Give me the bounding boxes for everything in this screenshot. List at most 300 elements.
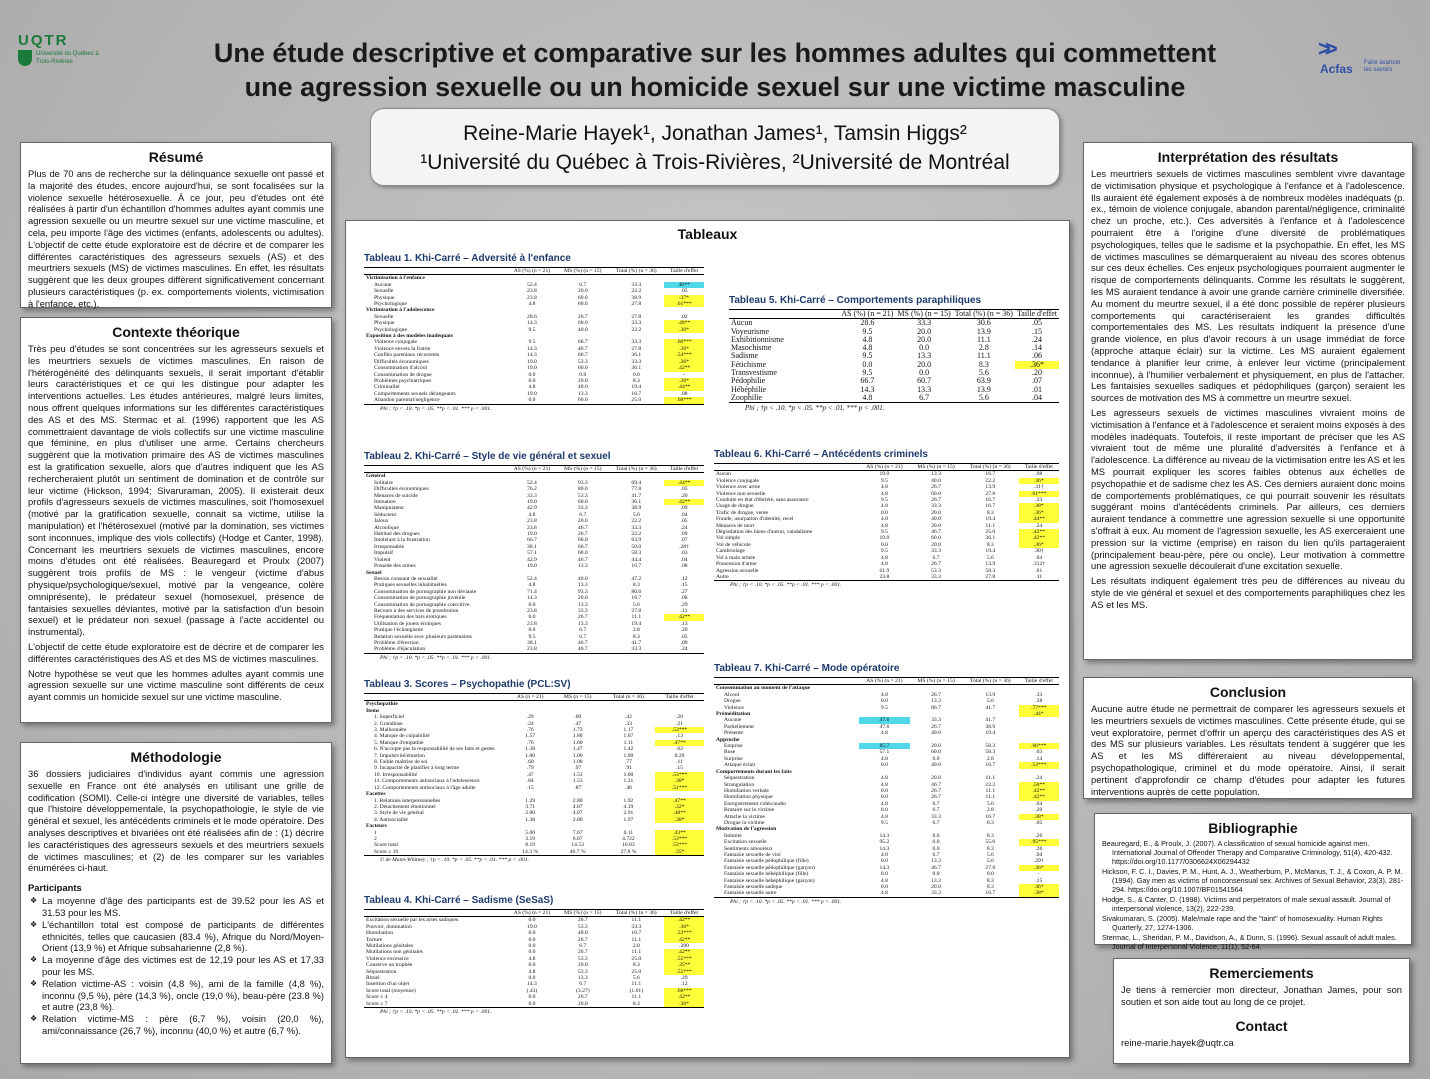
- table-header-cell: MS (n = 15): [554, 694, 602, 701]
- table-cell: Drogue: [724, 698, 741, 705]
- table-cell: 13.3: [931, 877, 941, 884]
- table-cell: 6.7: [932, 800, 940, 807]
- table-header-cell: [714, 464, 859, 471]
- table-cell: 33.3: [917, 318, 932, 328]
- table-cell: .42**: [664, 614, 704, 620]
- table-cell: Fantaisie sexuelle pédophilique (garçon): [724, 864, 815, 871]
- table-cell: 1.17: [623, 727, 634, 734]
- table-cell: 4.8: [859, 890, 910, 897]
- table-cell: .35**: [664, 962, 704, 968]
- table-cell: 20.0: [931, 541, 941, 548]
- table-cell: 20.0: [577, 377, 588, 384]
- table-cell: 9.5: [880, 819, 888, 826]
- table-cell: 4.07: [572, 810, 583, 817]
- table-cell: .38*: [1019, 503, 1059, 509]
- table-cell: .13: [676, 733, 684, 740]
- table-header-cell: MS (%) (n = 15): [897, 309, 951, 318]
- table-cell: Comportements sexuels dérangeants: [374, 390, 456, 397]
- table-cell: Drogue la victime: [724, 819, 765, 826]
- table-cell: .08: [1035, 471, 1043, 478]
- contexte-p2: L'objectif de cette étude exploratoire est de décrire et de comparer les différentes caractéristiques des AS et des MS de victimes masculines.: [28, 640, 324, 664]
- table-cell: 57.1: [527, 550, 537, 557]
- table-cell: 8.3: [986, 541, 994, 548]
- table-cell: 20.0: [931, 743, 941, 750]
- table-row: [729, 394, 1059, 403]
- table-cell: Brutaire sur la victime: [724, 807, 775, 814]
- table-row: [729, 336, 1059, 344]
- table-cell: .47**: [655, 740, 704, 746]
- table-cell: 2.8: [978, 343, 989, 353]
- table-row: [364, 397, 704, 404]
- table-cell: Comportements durant les faits: [716, 768, 792, 775]
- table-cell: 11.1: [985, 775, 996, 782]
- table-cell: 1.00: [525, 752, 536, 759]
- acfas-chevron-icon: >>: [1318, 36, 1332, 61]
- table-cell: 1: [374, 829, 377, 836]
- table-cell: 63.9: [631, 537, 642, 544]
- table-cell: 40.0: [931, 730, 941, 737]
- table-cell: .33: [624, 720, 632, 727]
- table-cell: Violence envers la fratrie: [374, 345, 431, 352]
- table-cell: 13.9: [985, 561, 996, 568]
- table-cell: 8.3: [632, 582, 640, 589]
- table-cell: Séquestration: [366, 968, 397, 975]
- table-cell: Recours à des services de prostitution: [374, 607, 459, 614]
- table-cell: Rituel: [366, 975, 380, 982]
- table-cell: 5. Manque d'empathie: [374, 739, 424, 746]
- table-cell: 4.8: [528, 582, 536, 589]
- table-cell: 19.0: [527, 358, 537, 365]
- table-cell: 22.2: [985, 781, 996, 788]
- uqtr-logo-subtitle: Université du Québec à Trois-Rivières: [36, 51, 99, 65]
- table-cell: 5.6: [953, 394, 1015, 403]
- participants-item: ❖ La moyenne d'âge des participants est de 39.52 pour les AS et 31.53 pour les MS.: [30, 895, 324, 919]
- table-cell: 3. Style de vie général: [374, 810, 424, 817]
- table-cell: 4.8: [880, 877, 888, 884]
- table-cell: 13.3: [931, 471, 941, 478]
- table-cell: 26.7: [577, 949, 588, 956]
- data-table: [364, 267, 704, 405]
- table-cell: 1.47: [572, 746, 583, 753]
- table-cell: .26: [1035, 845, 1043, 852]
- table-cell: .05: [1031, 318, 1042, 328]
- table-cell: 26.7: [931, 484, 941, 491]
- table-cell: Excitation sexuelle: [724, 839, 767, 846]
- table-cell: 0.0: [632, 371, 640, 378]
- table-cell: 0.0: [932, 845, 940, 852]
- table-cell: Sexuel: [366, 569, 382, 576]
- table-cell: Consommation de pornographie non déviante: [374, 588, 477, 595]
- data-table: [364, 465, 704, 654]
- table-cell: 20.0: [917, 326, 932, 336]
- table-cell: .46: [624, 784, 632, 791]
- table-cell: 6.11: [623, 829, 634, 836]
- table-cell: 66.7: [577, 352, 588, 359]
- table-cell: Sexuelle: [374, 288, 394, 295]
- table-cell: 4.8: [528, 511, 536, 518]
- bib-reference: Stermac, L., Sheridan, P. M., Davidson, A., & Dunn, S. (1996). Sexual assault of adult males. Journal of Interpersonal Violence, 11(1), 52-64.: [1102, 933, 1397, 951]
- table-cell: 14.3: [879, 864, 890, 871]
- table-cell: Exhibitionnisme: [731, 334, 784, 344]
- conclusion-text: Aucune autre étude ne permettrait de comparer les agresseurs sexuels et les meurtriers sexuels de victimes masculines. Cette présente étude, qui se veut exploratoire, permet d'offrir un aperçu des caractéristiques des AS et des MS sur plusieurs variables. Les résultats tendent à suggérer que les AS et les MS différeraient au niveau développemental, psychopathologique, criminel et du mode opératoire. Ainsi, il serait pertinent d'approfondir ce champ d'études pour adapter les futures interventions auprès de cette population.: [1091, 703, 1405, 797]
- table-header-cell: MS (%) (n = 15): [557, 268, 608, 275]
- table-cell: Items: [366, 707, 380, 714]
- table-cell: .15: [1035, 877, 1043, 884]
- table-cell: Fréquentation des bars érotiques: [374, 614, 447, 621]
- table-cell: 19.0: [527, 499, 537, 506]
- table-cell: .54***: [664, 352, 704, 358]
- table-cell: Mutilations non génitales: [366, 949, 423, 956]
- table-cell: 4.8: [880, 691, 888, 698]
- table-cell: 27.8: [631, 313, 642, 320]
- table-cell: 4.8: [880, 775, 888, 782]
- table-cell: 19.4: [985, 730, 996, 737]
- table-cell: 4.19: [623, 803, 634, 810]
- acfas-logo: [1318, 36, 1418, 80]
- table-cell: 0.0: [880, 541, 888, 548]
- table-cell: .53***: [655, 836, 704, 842]
- table-cell: 1.42: [623, 746, 634, 753]
- table-header-cell: Taille d'effet: [664, 466, 704, 473]
- table-cell: .66***: [1019, 743, 1059, 749]
- table-cell: Consommation au moment de l'attaque: [716, 685, 811, 692]
- table-cell: .42: [624, 714, 632, 721]
- resume-heading: Résumé: [148, 149, 204, 165]
- table-cell: 13.3: [577, 620, 588, 627]
- table-cell: 8.3: [632, 962, 640, 969]
- table-cell: 4.8: [880, 755, 888, 762]
- table-cell: 25.0: [609, 397, 665, 404]
- table-cell: 57.1: [879, 749, 890, 756]
- table-cell: 14.3 %: [507, 849, 554, 856]
- table-header-cell: Total (%) (n = 36): [962, 464, 1018, 471]
- table-note: Phi ; †p < .10. *p < .05. **p < .01. *** p < .001.: [380, 405, 492, 412]
- bib-reference: Sivakumaran, S. (2005). Male/male rape and the "taint" of homosexuality. Human Rights Quarterly, 27, 1274-1306.: [1102, 914, 1383, 932]
- table-cell: Consommation d'alcool: [374, 365, 428, 372]
- table-cell: 58.3: [985, 567, 996, 574]
- table-cell: 0.0: [528, 994, 536, 1001]
- table-row: [364, 849, 704, 856]
- table-cell: 53.3: [577, 358, 588, 365]
- table-cell: .20: [680, 492, 688, 499]
- table-cell: .60***: [664, 339, 704, 345]
- table-cell: [557, 275, 608, 282]
- table-cell: 2.80: [572, 816, 583, 823]
- table-cell: .77: [624, 759, 632, 766]
- table-cell: Difficultés économiques: [374, 486, 429, 493]
- table-cell: 46.7: [557, 646, 608, 653]
- table-cell: Vol simple: [716, 535, 740, 542]
- table-cell: Zoophilie: [729, 394, 839, 403]
- table-cell: Pédophilie: [731, 376, 766, 386]
- table-cell: Torture: [366, 936, 383, 943]
- table-header-cell: [364, 268, 507, 275]
- table-cell: .24: [664, 646, 704, 653]
- table-cell: Exposition à des modèles inadéquats: [366, 333, 454, 340]
- table-cell: 1. Relations interpersonnelles: [374, 797, 441, 804]
- table-cell: 23.8: [527, 607, 537, 614]
- table-cell: 13.3: [577, 390, 588, 397]
- table-cell: 0.0: [880, 858, 888, 865]
- tableaux-section: [345, 220, 1070, 1058]
- table-cell: 13.3: [577, 582, 588, 589]
- uqtr-logo: [18, 32, 98, 84]
- table-header-cell: Total (%) (n = 36): [954, 309, 1013, 318]
- table-header-cell: Total (%) (n = 36): [609, 268, 665, 275]
- table-cell: Vol à main armée: [716, 554, 756, 561]
- table-cell: 46.7: [577, 345, 588, 352]
- table-cell: .48**: [664, 320, 704, 326]
- table-cell: 19.0: [527, 563, 537, 570]
- table-cell: .01: [1031, 384, 1042, 394]
- table-cell: .20: [1031, 368, 1042, 378]
- table-cell: .29: [680, 975, 688, 982]
- table-cell: .36*: [664, 378, 704, 384]
- table-cell: 60.0: [577, 537, 588, 544]
- table-header-cell: Taille d'effet: [1019, 464, 1059, 471]
- table-cell: 27.8: [985, 490, 996, 497]
- table-cell: 0.0: [880, 762, 888, 769]
- participants-item: ❖ Relation victime-AS : voisin (4,8 %), ami de la famille (4,8 %), inconnu (9,5 %), père (14,3 %), oncle (19,0 %), beau-père (23.8 %) et autre (23,8 %).: [30, 978, 324, 1013]
- table-cell: 20.0: [557, 1001, 608, 1008]
- data-table: [364, 693, 704, 856]
- table-cell: 41.7: [985, 704, 996, 711]
- table-cell: 46**: [664, 282, 704, 288]
- table-cell: Usage de drogue: [716, 503, 754, 510]
- table-cell: 76.2: [527, 486, 537, 493]
- table-cell: Physique: [374, 320, 395, 327]
- table-cell: 26.7: [931, 691, 941, 698]
- table-cell: 0.0: [932, 755, 940, 762]
- table-cell: .26: [1035, 832, 1043, 839]
- table-cell: .24: [526, 720, 534, 727]
- table-cell: 1.38: [525, 816, 536, 823]
- table-note: Phi ; †p < .10. *p < .05. **p < .01. *** p < .001.: [380, 1009, 492, 1016]
- table-cell: .29†: [1033, 858, 1044, 865]
- contact-email[interactable]: reine-marie.hayek@uqtr.ca: [1121, 1036, 1234, 1048]
- table-cell: 28.6: [527, 313, 537, 320]
- table-cell: 14.3: [527, 981, 537, 988]
- table-cell: 5.6: [986, 554, 994, 561]
- table-row: [729, 352, 1059, 360]
- table-cell: Alcoolique: [374, 524, 399, 531]
- table-cell: Masochisme: [731, 343, 772, 353]
- table-cell: .61: [1035, 567, 1043, 574]
- table-cell: 42.9: [527, 505, 537, 512]
- table-cell: 4.8: [862, 343, 873, 353]
- table-cell: 22.2: [631, 326, 642, 333]
- contexte-section: [20, 317, 332, 723]
- table-cell: 8.3: [986, 884, 994, 890]
- table-cell: 7.67: [572, 829, 583, 836]
- table-cell: 0.0: [932, 871, 940, 878]
- contexte-p1: Très peu d'études se sont concentrées sur les agresseurs sexuels et les meurtriers sexuels de victimes masculines. En raison de l'hétérogénéité des délinquants sexuels, il serait important d'établir leurs caractéristiques et ce qui les distingue pour adapter les interventions actuelles. Les études antérieures, malgré leurs limites, nous offrent quelques informations sur les différentes caractéristiques des AS et des MS. Stermac et al. (1996) rapportent que les AS commettraient davantage de viols collectifs sur une victime masculine que féminine, en plus d'utiliser une arme. Certains chercheurs suggèrent que la motivation primaire des AS de victimes masculines est la gratification sexuelle, alors que d'autres indiquent que les AS rechercheraient plutôt un sentiment de domination et de contrôle sur leur victime (Hickson, 1994; Sivaruraman, 2005). Il existerait deux profils d'agresseurs sexuels de victimes masculines, soit l'homosexuel (motivé par la gratification sexuelle, connait sa victime, utilise la manipulation) et l'hétérosexuel (motivé par la domination, ses victimes sont inconnues, implique des viols collectifs) (Hodge et Canter, 1998). Concernant les meurtriers sexuels de victimes masculines, encore moins d'études ont été réalisées. Beauregard et Proulx (2007) suggèrent trois profils de MS : le vengeur (victime d'abus physique/psychologique/sexuel, motivé par la vengeance, colère omniprésente), le prédateur sexuel (homosexuel, présence de fantaisies sexuelles déviantes, motivé par la satisfaction d'un besoin sexuel) et le prédateur non sexuel (passage à l'acte accidentel ou instrumental).: [28, 343, 324, 638]
- table-cell: 40.0: [931, 516, 941, 523]
- table-cell: 9.5: [880, 477, 888, 484]
- table-cell: .04: [1035, 554, 1043, 561]
- table-cell: 6.7: [932, 807, 940, 814]
- table-row: [714, 471, 1059, 478]
- table-cell: 80.6: [631, 588, 642, 595]
- table-cell: Psychologique: [374, 301, 407, 308]
- methodologie-p1: 36 dossiers judiciaires d'individus ayant commis une agression sexuelle en France ont été analysés en utilisant une grille de codification (SOMI). Celle-ci intègre une diversité de variables, telles que l'histoire développementale, la psychopathologie, le style de vie général et sexuel, les antécédents criminels et le mode opératoire. Des analyses descriptives et bivariées ont été réalisées afin de : (1) décrire les caractéristiques des agresseurs sexuels et des meurtriers sexuels de victimes masculines; et (2) de les comparer sur les variables énumérées ci-haut.: [28, 768, 324, 874]
- table-cell: 27.8: [631, 607, 642, 614]
- table-cell: 25.0: [631, 968, 642, 975]
- acfas-logo-name: Acfas: [1320, 62, 1353, 76]
- table-cell: .36*: [1019, 542, 1059, 548]
- table-cell: 0.0: [932, 832, 940, 839]
- table-note: Phi ; †p < .10. *p < .05. **p < .01. *** p < .001.: [380, 654, 492, 661]
- bib-reference: Hickson, F. C. I., Davies, P. M., Hunt, A. J., Weatherburn, P., McManus, T. J., & Coxon, A. P. M. (1994). Gay men as victims of nonconsensual sex. Archives of Sexual Behavior, 23(3), 281-294. https://doi.org/10.1007/BF01541564: [1102, 867, 1404, 894]
- table-cell: Conduite en état d'ébriété, sans assurance: [716, 497, 809, 504]
- table-cell: Aucune: [374, 281, 392, 288]
- table-cell: 4. Manque de culpabilité: [374, 733, 430, 740]
- interpretation-p1: Les meurtriers sexuels de victimes masculines semblent vivre davantage de victimisation physique et psychologique à l'enfance et à l'adolescence. Ils auraient été également exposés à de nombreux modèles inadéquats (p. ex., témoin de violence conjugale, abandon parental/négligence, criminalité chez un proche, etc.). Ces adversités à l'enfance et à l'adolescence pourraient être à l'origine d'une diversité de problématiques psychologiques, telles que le sadisme et la psychopathie. En effet, les MS de victimes masculines se démarqueraient au niveau des scores obtenus sur ces deux échelles. Ces enjeux psychologiques pourraient augmenter le risque de comportements délinquants. Comme les résultats le suggèrent, les MS auraient tendance à avoir une grande carrière criminelle diversifiée. Au moment du meurtre sexuel, il a été donc possible de repérer plusieurs comportements qui caractériseraient les grandes difficultés comportementales des MS. Les résultats indiquent la présence d'une grande violence, en plus d'avoir recours à un usage immédiat de force (approche attaque éclair) sur la victime. Les MS auraient également tendance à planifier leur crime, à enlever leur victime (principalement inconnue), à l'humilier verbalement et physiquement, en plus de l'attacher. Les fantaisies sexuelles sadiques et pédophiliques (garçon) seraient les sources de motivation des MS à commettre un meurtre sexuel.: [1091, 168, 1405, 404]
- table-cell: 19.4: [631, 384, 642, 391]
- table-cell: 13.3: [577, 975, 588, 982]
- table-caption: Tableau 7. Khi-Carré – Mode opératoire: [714, 663, 900, 674]
- table-cell: .08: [680, 390, 688, 397]
- table-cell: 46.7: [931, 781, 941, 788]
- table-cell: [602, 701, 655, 708]
- table-cell: 60.0: [577, 550, 588, 557]
- table-cell: .04: [1035, 851, 1043, 858]
- table-cell: .15: [1031, 326, 1042, 336]
- table-cell: .51***: [655, 785, 704, 791]
- table-cell: 26.7: [577, 917, 588, 924]
- table-cell: 11.1: [985, 787, 996, 794]
- table-cell: Fantaisie sexuelle sadique: [724, 884, 783, 890]
- table-cell: 0.0: [919, 368, 930, 378]
- table-cell: .07: [680, 537, 688, 544]
- table-cell: 38.9: [631, 505, 642, 512]
- table-cell: Fantaisie sexuelle pédophilique (fille): [724, 858, 809, 865]
- table-cell: 6.7: [932, 851, 940, 858]
- table-cell: 1.38: [525, 746, 536, 753]
- table-cell: 3. Malhonnête: [374, 727, 407, 734]
- table-cell: 5.6: [986, 800, 994, 807]
- table-cell: Consommation de pornographie juvénile: [374, 595, 466, 602]
- table-cell: 25.0: [631, 955, 642, 962]
- data-table: [714, 463, 1059, 581]
- table-cell: .77***: [1019, 705, 1059, 711]
- table-cell: .91: [624, 765, 632, 772]
- table-cell: 1. Superficiel: [374, 714, 405, 721]
- table-cell: 0.0: [528, 930, 536, 937]
- table-cell: 71.4: [527, 588, 537, 595]
- table-cell: .15: [526, 784, 534, 791]
- table-cell: 33.3: [631, 358, 642, 365]
- table-cell: Surprise: [724, 755, 743, 762]
- table-cell: .84: [526, 778, 534, 785]
- table-cell: 5.6: [986, 851, 994, 858]
- table-cell: 66.7: [577, 543, 588, 550]
- table-cell: [507, 473, 557, 480]
- table-cell: [507, 701, 554, 708]
- table-cell: Vol de véhicule: [716, 541, 751, 548]
- table-cell: 36.1: [631, 352, 642, 359]
- methodologie-section: [20, 742, 332, 1064]
- table-cell: 4.8: [880, 554, 888, 561]
- table-cell: Physique: [374, 294, 395, 301]
- table-cell: 4.8: [528, 384, 536, 391]
- table-cell: Général: [366, 473, 386, 480]
- table-cell: .44**: [664, 384, 704, 390]
- table-cell: 9.5: [528, 326, 536, 333]
- table-cell: 1.21: [623, 778, 634, 785]
- table-header-cell: AS (%) (n = 21): [859, 678, 910, 685]
- interpretation-p3: Les résultats indiquent également très peu de différences au niveau du style de vie général et sexuel et des comportements paraphiliques chez les AS et les MS.: [1091, 575, 1405, 610]
- table-cell: Psychopathie: [366, 701, 398, 708]
- table-cell: .36*: [1019, 510, 1059, 516]
- table-cell: 14.3: [879, 832, 890, 839]
- table-cell: 60.0: [577, 365, 588, 372]
- table-cell: 66.7: [577, 339, 588, 346]
- table-cell: .95***: [1019, 839, 1059, 845]
- participants-item: ❖ L'échantillon total est composé de participants de différentes ethnicités, telles que caucasien (83.4 %), Afrique du Nord/Moyen-Orient (13,9 %) et Afrique subsaharienne (2,8 %).: [30, 919, 324, 954]
- table-cell: 8.3: [986, 845, 994, 852]
- table-cell: 6.7: [932, 554, 940, 561]
- table-cell: 16.7: [985, 762, 996, 769]
- table-cell: Cambriolage: [716, 548, 745, 555]
- table-cell: 0.0: [919, 343, 930, 353]
- table-cell: 19.0: [879, 535, 890, 542]
- table-cell: 58.3: [631, 550, 642, 557]
- table-cell: 11.1: [985, 794, 996, 801]
- table-1: [364, 253, 704, 412]
- table-cell: 0.0: [528, 943, 536, 950]
- table-7: [714, 663, 1059, 905]
- table-cell: 4.8: [880, 522, 888, 529]
- table-cell: 11.1: [985, 522, 996, 529]
- table-note: Phi ; †p < .10. *p < .05. **p < .01. *** p < .001.: [745, 404, 885, 413]
- table-cell: 42.9: [527, 556, 537, 563]
- table-cell: .53***: [655, 772, 704, 778]
- table-cell: .60: [574, 714, 582, 721]
- table-cell: 0.0: [528, 949, 536, 956]
- table-cell: .04: [680, 556, 688, 563]
- table-cell: 2. Détachement émotionnel: [374, 803, 436, 810]
- table-cell: 14.53: [571, 842, 584, 849]
- table-cell: 58.3: [985, 743, 996, 750]
- table-cell: 22.2: [985, 477, 996, 484]
- table-cell: .42**: [664, 917, 704, 924]
- table-cell: 22.2: [631, 288, 642, 295]
- table-cell: Sentiments amoureux: [724, 845, 773, 852]
- table-cell: 14.3: [527, 595, 537, 602]
- table-cell: .20: [676, 714, 684, 721]
- table-cell: .04: [1035, 800, 1043, 807]
- table-cell: 16.7: [985, 471, 996, 478]
- table-cell: [859, 685, 910, 692]
- data-table: [714, 677, 1059, 898]
- table-cell: 13.9: [976, 384, 991, 394]
- table-cell: Approche: [716, 736, 740, 743]
- interpretation-section: [1083, 142, 1413, 660]
- table-cell: .61***: [664, 301, 704, 307]
- authors-box: [370, 108, 1060, 186]
- table-cell: [609, 275, 665, 282]
- table-cell: 19.0: [527, 531, 537, 538]
- table-cell: 4.87: [572, 803, 583, 810]
- table-cell: 20.0: [931, 522, 941, 529]
- table-cell: .02: [680, 313, 688, 320]
- table-cell: 4.8: [862, 334, 873, 344]
- table-cell: 33.3: [910, 890, 962, 897]
- table-cell: 85.7: [859, 743, 910, 749]
- table-cell: 2: [374, 835, 377, 842]
- table-cell: Pratiques sexuelles inhabituelles: [374, 582, 447, 589]
